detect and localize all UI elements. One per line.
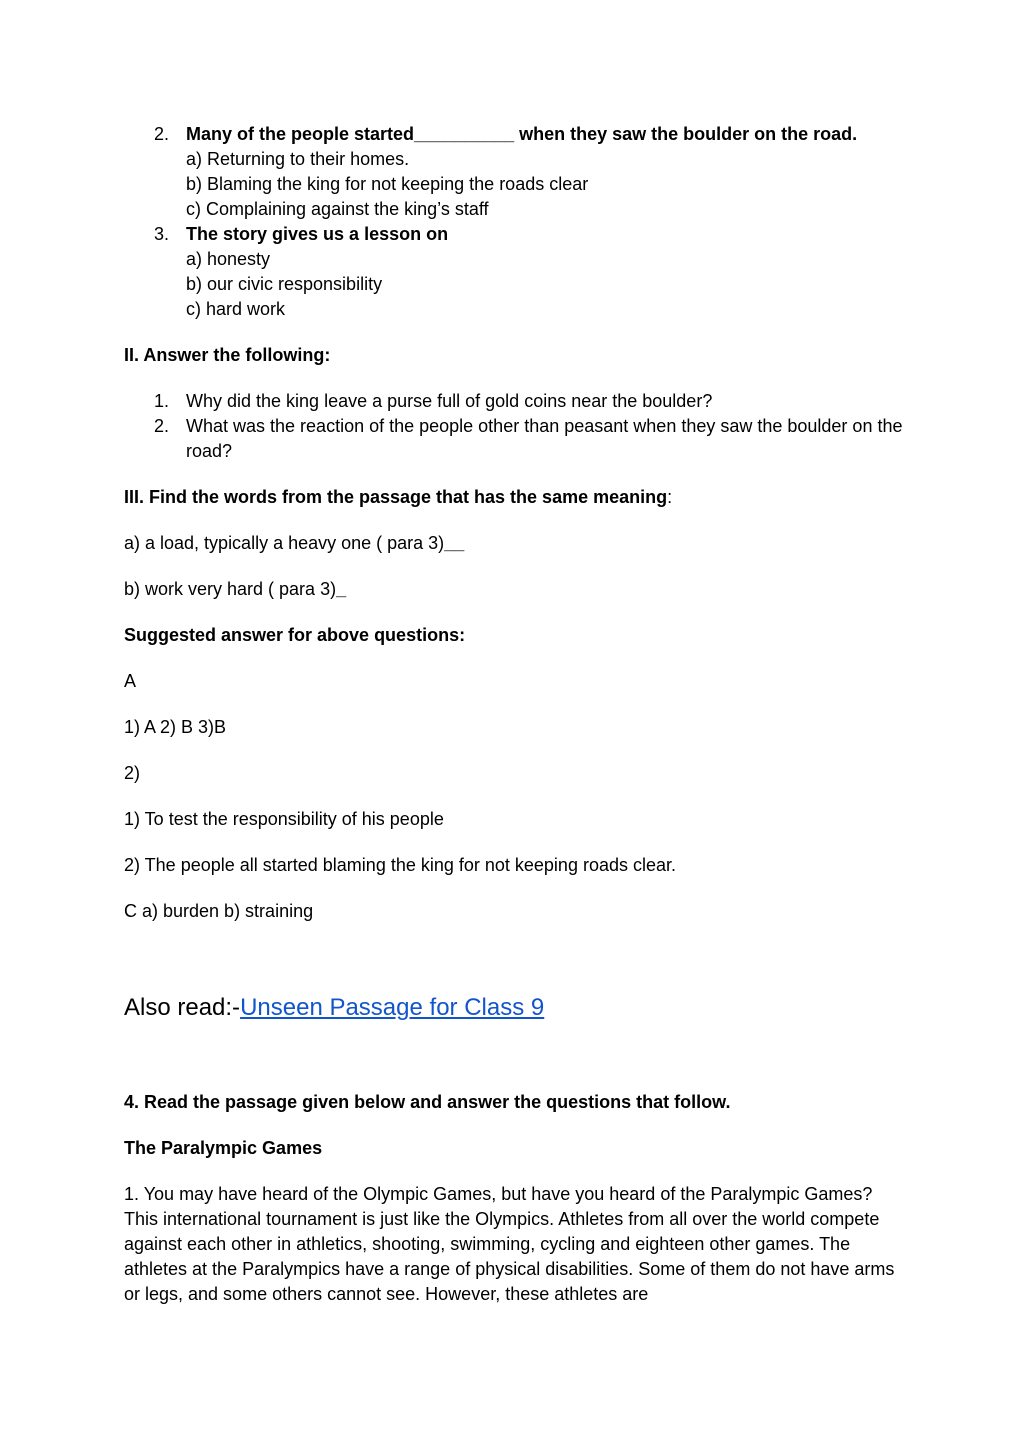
option-b: b) Blaming the king for not keeping the roads clear <box>186 174 589 194</box>
question-text: The story gives us a lesson on <box>186 224 449 244</box>
heading-text: III. Find the words from the passage that has the same meaning <box>124 487 668 507</box>
option-b: b) our civic responsibility <box>186 274 383 294</box>
answer-blank: __ <box>444 533 465 553</box>
also-read-link[interactable]: Unseen Passage for Class 9 <box>240 994 545 1021</box>
also-read-prefix: Also read:- <box>124 994 241 1021</box>
question-text: Many of the people started__________ when they saw the boulder on the road. <box>186 124 858 144</box>
word-item-b <box>124 577 904 602</box>
question-list <box>124 122 904 322</box>
document-page <box>124 122 904 1307</box>
item-text: What was the reaction of the people other than peasant when they saw the boulder on the road? <box>186 416 903 461</box>
answer-line: A <box>124 671 137 691</box>
section-heading-words <box>124 485 904 510</box>
passage-instruction: 4. Read the passage given below and answer the questions that follow. <box>124 1092 731 1112</box>
word-item-text: a) a load, typically a heavy one ( para 3) <box>124 533 445 553</box>
answer-line: 1) A 2) B 3)B <box>124 717 227 737</box>
suggested-answers-heading: Suggested answer for above questions: <box>124 625 466 645</box>
answer-question-list <box>124 389 904 464</box>
list-item <box>124 414 904 464</box>
heading-colon: : <box>667 487 673 507</box>
word-item-a <box>124 531 904 556</box>
item-text: Why did the king leave a purse full of gold coins near the boulder? <box>186 391 713 411</box>
question-number: 2. <box>154 124 170 144</box>
section-heading-answer: II. Answer the following: <box>124 345 331 365</box>
item-number: 1. <box>154 391 170 411</box>
item-number: 2. <box>154 416 170 436</box>
option-c: c) hard work <box>186 299 286 319</box>
option-a: a) Returning to their homes. <box>186 149 410 169</box>
question-number: 3. <box>154 224 170 244</box>
word-item-text: b) work very hard ( para 3) <box>124 579 337 599</box>
passage-title: The Paralympic Games <box>124 1138 323 1158</box>
option-a: a) honesty <box>186 249 271 269</box>
option-c: c) Complaining against the king’s staff <box>186 199 489 219</box>
answer-line: 1) To test the responsibility of his people <box>124 809 444 829</box>
also-read <box>124 992 904 1024</box>
answer-line: C a) burden b) straining <box>124 901 314 921</box>
list-item <box>124 389 904 414</box>
question-item-2 <box>124 122 904 222</box>
passage-paragraph: 1. You may have heard of the Olympic Games, but have you heard of the Paralympic Games? This international tournament is just like the Olympics. Athletes from all over the world compete against each other in athletics, shooting, swimming, cycling and eighteen other games. The athletes at the Paralympics have a range of physical disabilities. Some of them do not have arms or legs, and some others cannot see. However, these athletes are <box>124 1184 895 1304</box>
question-item-3 <box>124 222 904 322</box>
answer-blank: _ <box>336 579 347 599</box>
answer-line: 2) <box>124 763 141 783</box>
answer-line: 2) The people all started blaming the king for not keeping roads clear. <box>124 855 677 875</box>
